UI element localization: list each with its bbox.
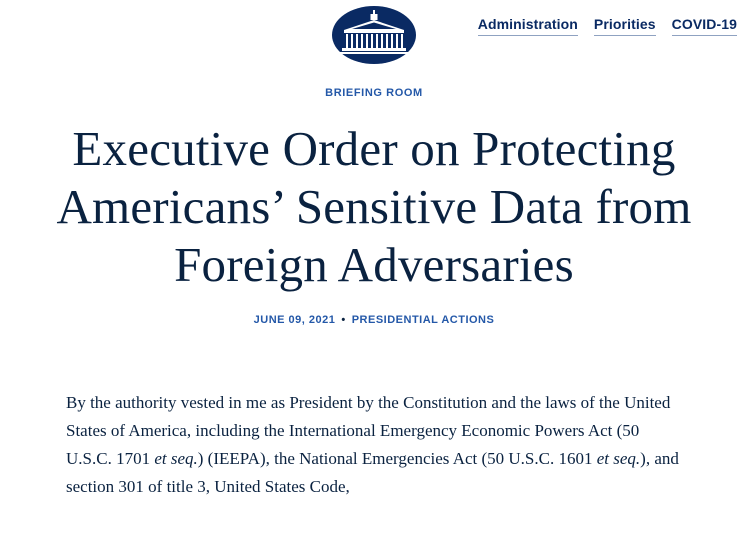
body-italic-et-seq-1: et seq. xyxy=(154,449,198,468)
page-title: Executive Order on Protecting Americans’ Sensitive Data from Foreign Adversaries xyxy=(56,121,692,292)
article-body-paragraph xyxy=(66,389,686,501)
body-text-part-1: By the authority vested in me as President by the Constitution and the laws of the United States of America, including the International Emergency Economic Powers Act (50 U.S.C. 1701 xyxy=(66,393,671,468)
article-meta xyxy=(0,314,748,326)
nav-link-priorities[interactable]: Priorities xyxy=(594,16,656,36)
publish-date: JUNE 09, 2021 xyxy=(253,314,336,326)
white-house-seal-icon xyxy=(332,6,416,64)
category-link-presidential-actions[interactable]: PRESIDENTIAL ACTIONS xyxy=(351,314,495,326)
meta-separator: • xyxy=(341,314,346,326)
main-nav xyxy=(478,16,737,36)
body-text-part-3: ), and section 301 of title 3, United States Code, xyxy=(66,449,679,496)
nav-link-covid-19[interactable]: COVID-19 xyxy=(672,16,737,36)
nav-link-administration[interactable]: Administration xyxy=(478,16,578,36)
body-text-part-2: ) (IEEPA), the National Emergencies Act (50 U.S.C. 1601 xyxy=(197,449,597,468)
body-italic-et-seq-2: et seq. xyxy=(596,449,641,468)
white-house-logo[interactable] xyxy=(332,6,416,64)
section-link-briefing-room[interactable]: BRIEFING ROOM xyxy=(325,87,423,99)
